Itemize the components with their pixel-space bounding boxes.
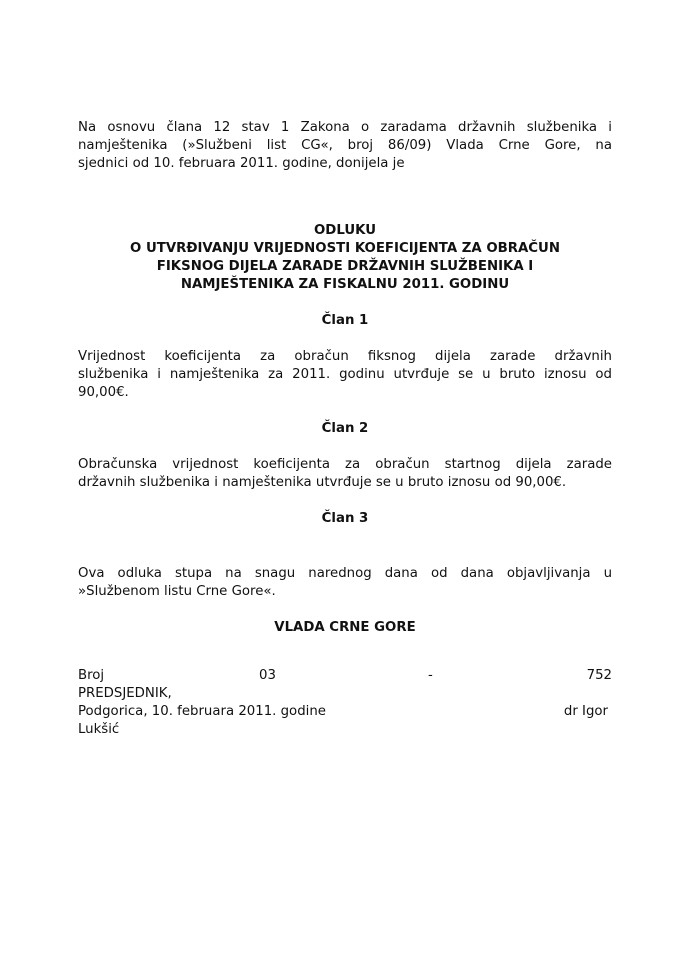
title-line: O UTVRĐIVANJU VRIJEDNOSTI KOEFICIJENTA ZA OBRAČUN (130, 241, 560, 256)
title-line: ODLUKU (313, 223, 376, 238)
signatory-name-part2: Lukšić (78, 722, 120, 737)
government-name: VLADA CRNE GORE (274, 620, 416, 635)
article-3-heading: Član 3 (321, 511, 369, 526)
broj-dash: - (428, 668, 433, 683)
article-line: 90,00€. (78, 385, 129, 400)
article-line: Ova odluka stupa na snagu narednog dana od dana objavljivanja u (78, 566, 612, 581)
article-1-text (78, 348, 612, 402)
predsjednik-label: PREDSJEDNIK, (78, 686, 172, 701)
decision-title (78, 222, 612, 294)
article-2-text (78, 456, 612, 492)
place-date: Podgorica, 10. februara 2011. godine (78, 704, 326, 719)
preamble-line: sjednici od 10. februara 2011. godine, donijela je (78, 156, 405, 171)
title-line: NAMJEŠTENIKA ZA FISKALNU 2011. GODINU (180, 277, 510, 292)
signature-block (78, 667, 612, 741)
signatory-name-part1: dr Igor (563, 704, 608, 719)
article-line: Vrijednost koeficijenta za obračun fiksnog dijela zarade državnih (78, 349, 612, 364)
article-2-heading: Član 2 (321, 421, 369, 436)
broj-number-2: 752 (586, 668, 612, 683)
article-line: državnih službenika i namještenika utvrđuje se u bruto iznosu od 90,00€. (78, 475, 567, 490)
preamble-line: Na osnovu člana 12 stav 1 Zakona o zaradama državnih službenika i (78, 120, 612, 135)
article-3-text (78, 565, 612, 601)
article-line: »Službenom listu Crne Gore«. (78, 584, 276, 599)
broj-number-1: 03 (259, 668, 276, 683)
broj-label: Broj (78, 668, 105, 683)
article-1-heading: Član 1 (321, 313, 369, 328)
article-line: Obračunska vrijednost koeficijenta za obračun startnog dijela zarade (78, 457, 612, 472)
title-line: FIKSNOG DIJELA ZARADE DRŽAVNIH SLUŽBENIKA I (156, 259, 534, 274)
preamble (78, 119, 612, 173)
preamble-line: namještenika (»Službeni list CG«, broj 86/09) Vlada Crne Gore, na (78, 138, 612, 153)
article-line: službenika i namještenika za 2011. godinu utvrđuje se u bruto iznosu od (78, 367, 612, 382)
document-page (78, 119, 612, 741)
